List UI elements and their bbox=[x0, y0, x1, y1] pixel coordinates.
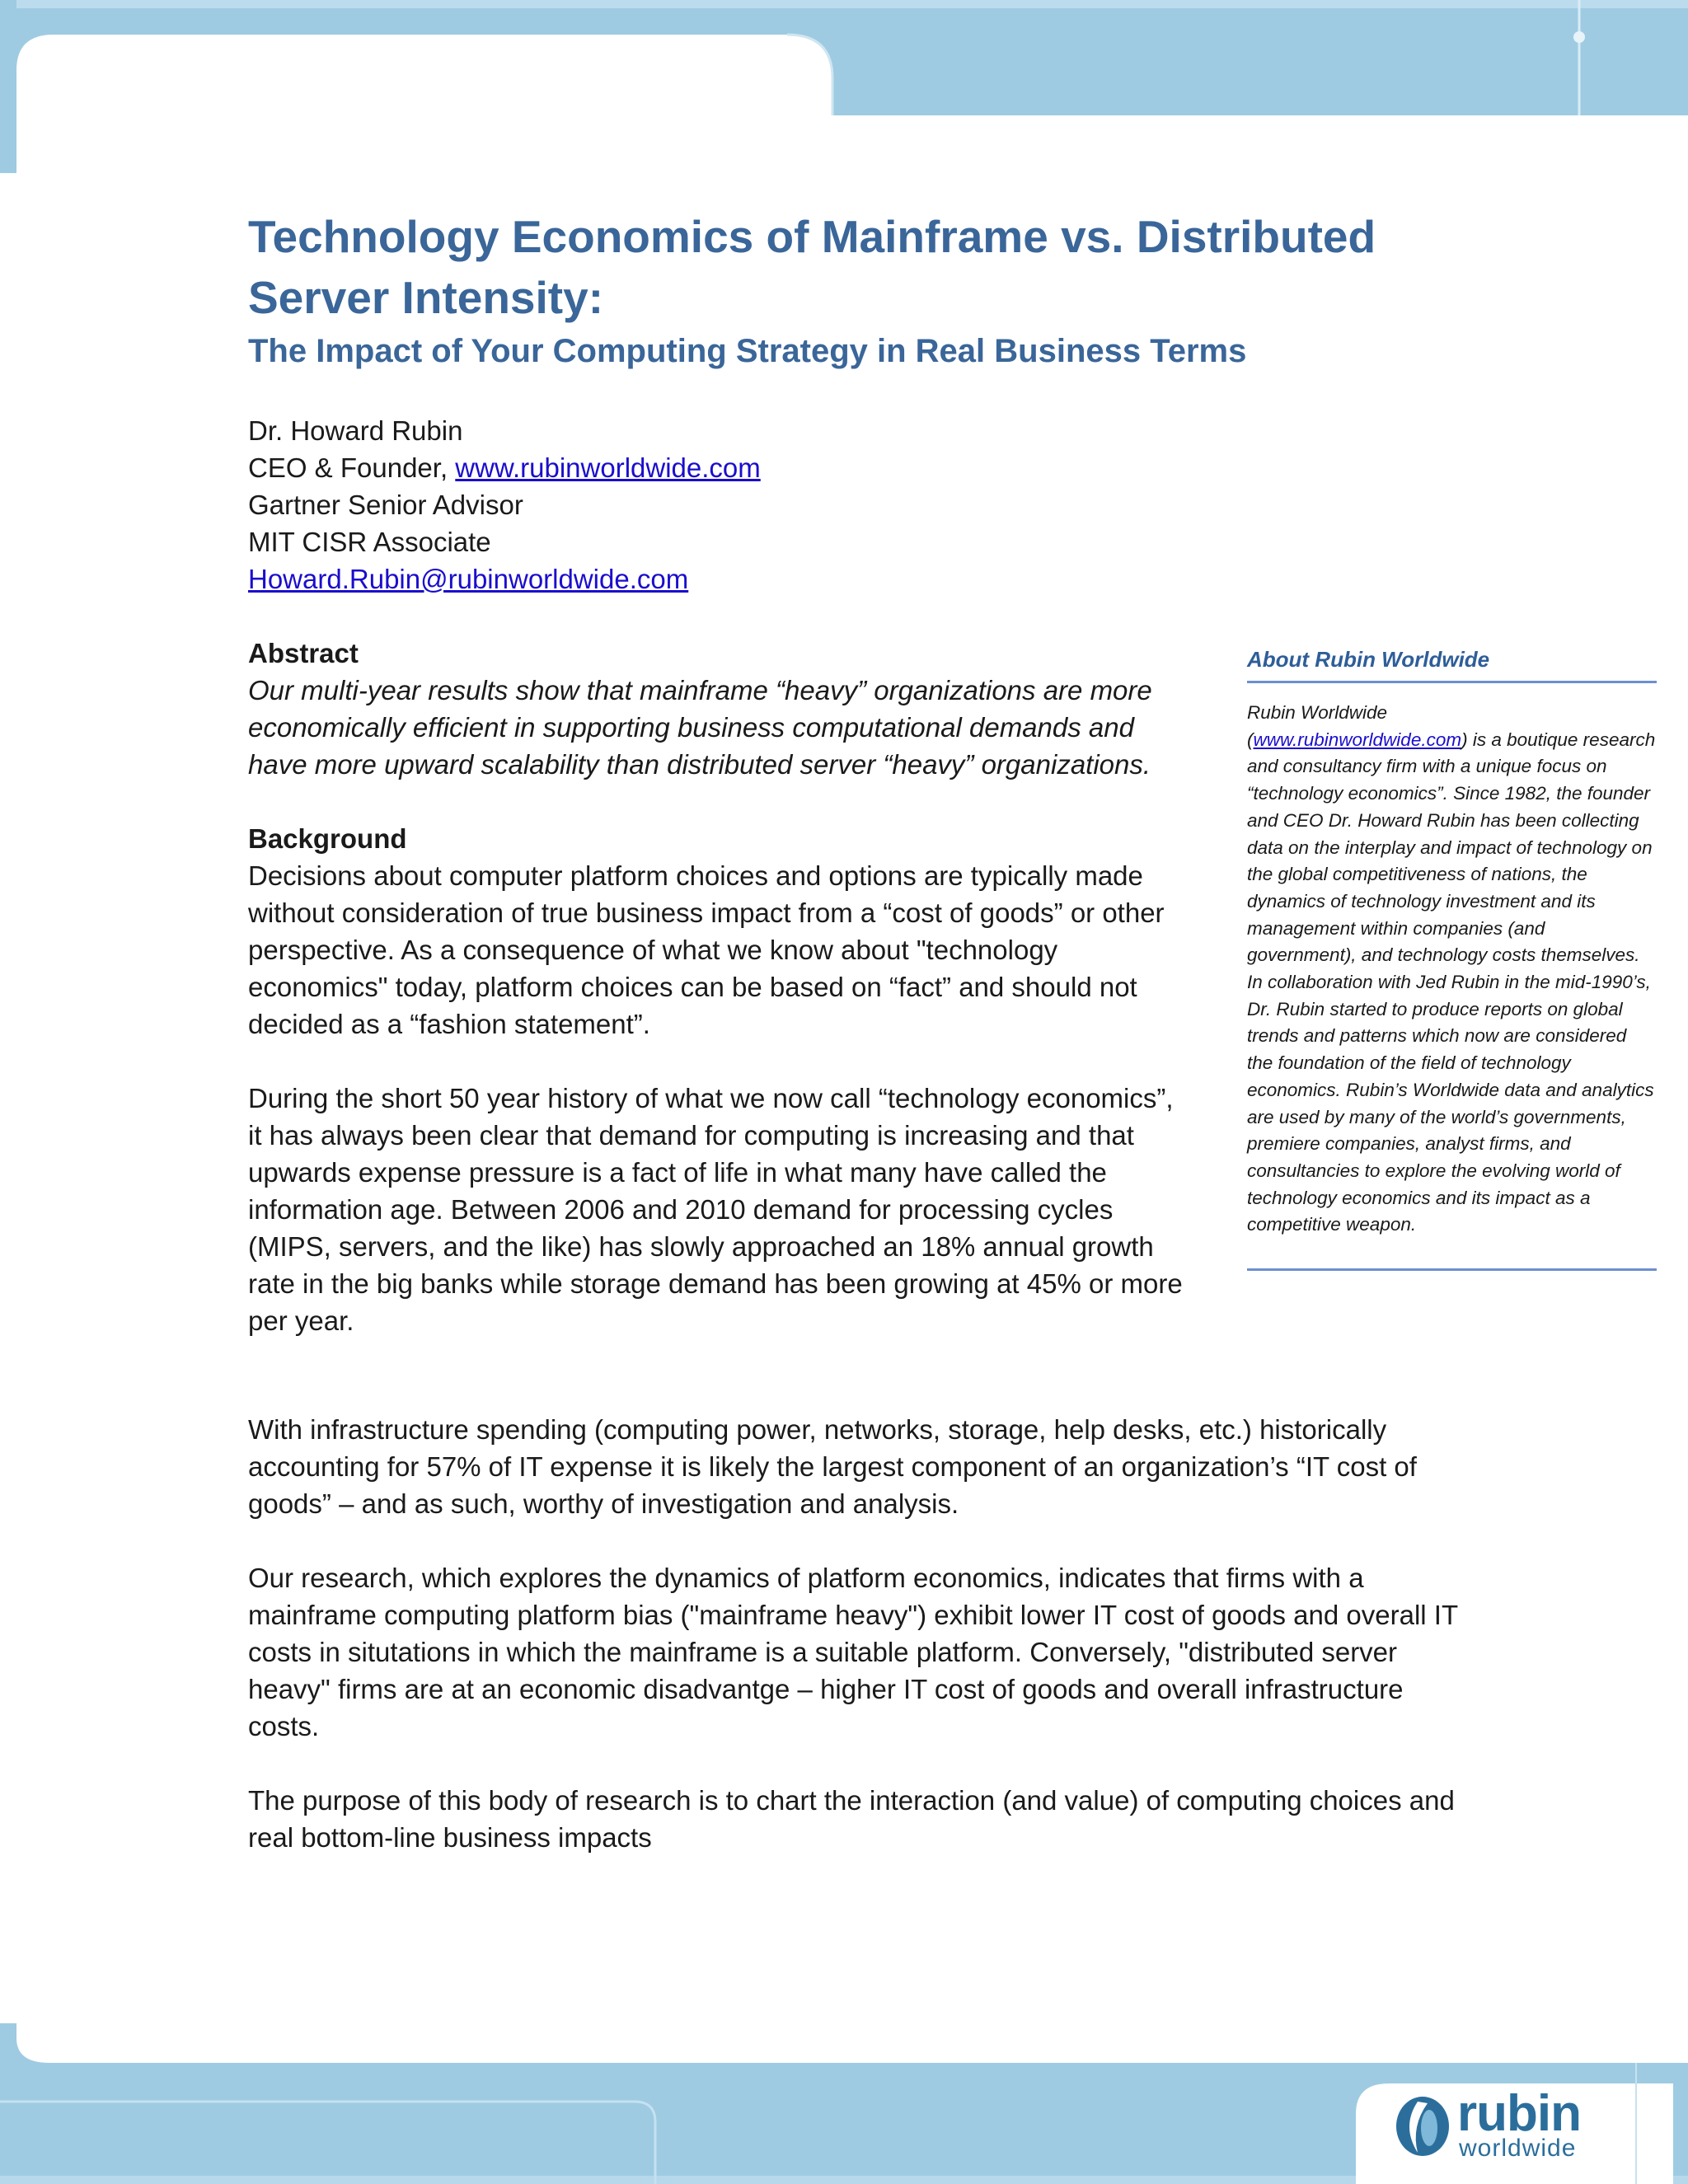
about-sidebar bbox=[1247, 643, 1657, 1271]
sidebar-body bbox=[1247, 700, 1657, 1239]
background-paragraph-2: During the short 50 year history of what we now call “technology economics”, it has always been clear that demand for computing is increasing and that upwards expense pressure is a fact of life in what many have called the information age. Between 2006 and 2010 demand for processing cycles (MIPS, servers, and the like) has slowly approached an 18% annual growth rate in the big banks while storage demand has been growing at 45% or more per year. bbox=[248, 1083, 1183, 1336]
document-subtitle: The Impact of Your Computing Strategy in Real Business Terms bbox=[248, 333, 1247, 369]
title-line-1: Technology Economics of Mainframe vs. Distributed bbox=[248, 211, 1376, 262]
background-heading: Background bbox=[248, 823, 407, 854]
author-role bbox=[248, 449, 1237, 486]
author-name: Dr. Howard Rubin bbox=[248, 415, 463, 446]
author-block bbox=[248, 412, 1237, 598]
sidebar-title: About Rubin Worldwide bbox=[1247, 643, 1657, 683]
abstract-text: Our multi-year results show that mainframe “heavy” organizations are more economically efficient in supporting business computational demands and have more upward scalability than distributed server “heavy” organizations. bbox=[248, 675, 1152, 780]
author-role-prefix: CEO & Founder, bbox=[248, 452, 456, 483]
background-paragraph-3: With infrastructure spending (computing power, networks, storage, help desks, etc.) historically accounting for 57% of IT expense it is likely the largest component of an organization’s “IT cost of goods” – and as such, worthy of investigation and analysis. bbox=[248, 1414, 1417, 1519]
author-email-link[interactable]: Howard.Rubin@rubinworldwide.com bbox=[248, 564, 689, 594]
wide-column bbox=[248, 1411, 1460, 1856]
author-advisor: Gartner Senior Advisor bbox=[248, 490, 523, 520]
background-paragraph-4: Our research, which explores the dynamics of platform economics, indicates that firms with a mainframe computing platform bias ("mainframe heavy") exhibit lower IT cost of goods and overall IT costs in situtations in which the mainframe is a suitable platform. Conversely, "distributed server heavy" firms are at an economic disadvantge – higher IT cost of goods and overall infrastructure costs. bbox=[248, 1563, 1458, 1741]
sidebar-company-name: Rubin Worldwide bbox=[1247, 702, 1388, 723]
author-website-link[interactable]: www.rubinworldwide.com bbox=[455, 452, 761, 483]
abstract-heading: Abstract bbox=[248, 638, 359, 668]
rubin-worldwide-logo bbox=[1393, 2085, 1624, 2168]
background-paragraph-1: Decisions about computer platform choices and options are typically made without consideration of true business impact from a “cost of goods” or other perspective. As a consequence of what we know about "technology economics" today, platform choices can be based on “fact” and should not decided as a “fashion statement”. bbox=[248, 860, 1165, 1039]
author-associate: MIT CISR Associate bbox=[248, 527, 491, 557]
header-band bbox=[0, 0, 1688, 173]
sidebar-website-link[interactable]: www.rubinworldwide.com bbox=[1253, 729, 1462, 750]
sidebar-bottom-rule bbox=[1247, 1268, 1657, 1271]
sidebar-description: ) is a boutique research and consultancy firm with a unique focus on “technology economics”. Since 1982, the founder and CEO Dr. Howard Rubin has been collecting data on the interplay and impact of technology on the global competitiveness of nations, the dynamics of technology investment and its management within companies (and government), and technology costs themselves. In collaboration with Jed Rubin in the mid-1990’s, Dr. Rubin started to produce reports on global trends and patterns which now are considered the foundation of the field of technology economics. Rubin’s Worldwide data and analytics are used by many of the world’s governments, premiere companies, analyst firms, and consultancies to explore the evolving world of technology economics and its impact as a competitive weapon. bbox=[1247, 729, 1656, 1235]
sidebar-paren: ( bbox=[1247, 729, 1254, 750]
title-line-2: Server Intensity: bbox=[248, 272, 604, 323]
background-paragraph-5: The purpose of this body of research is to chart the interaction (and value) of computing choices and real bottom-line business impacts bbox=[248, 1785, 1455, 1853]
main-column bbox=[248, 635, 1188, 1339]
logo-swirl-icon bbox=[1393, 2093, 1452, 2159]
logo-subtext: worldwide bbox=[1459, 2135, 1577, 2162]
document-title bbox=[248, 206, 1402, 328]
logo-wordmark: rubin bbox=[1457, 2085, 1581, 2142]
